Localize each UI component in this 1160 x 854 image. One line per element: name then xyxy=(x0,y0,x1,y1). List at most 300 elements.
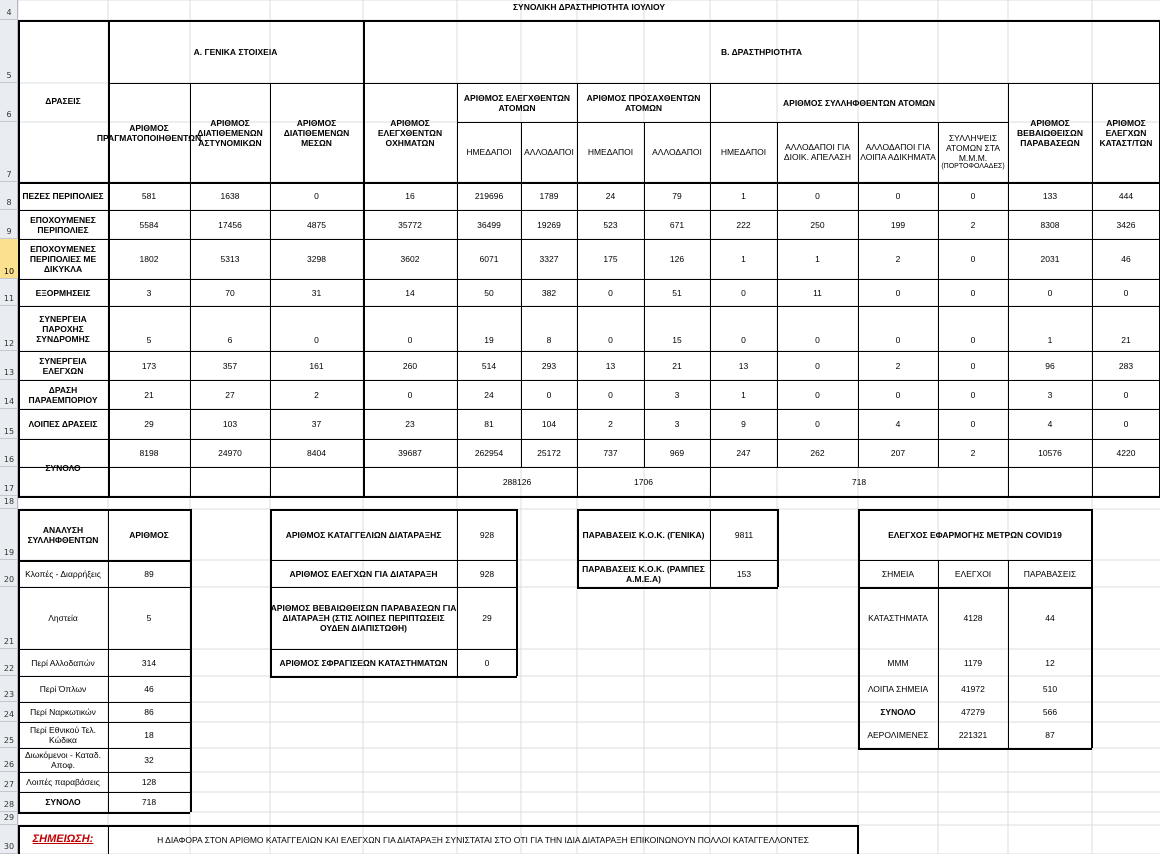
sum-checked: 288126 xyxy=(502,476,532,487)
subheader-foreign_deport: ΑΛΛΟΔΑΠΟΙ ΓΙΑ ΔΙΟΙΚ. ΑΠΕΛΑΣΗ xyxy=(783,142,852,162)
cell-border xyxy=(270,587,517,588)
data-cell: 0 xyxy=(815,191,820,201)
data-cell: 0 xyxy=(407,335,413,345)
data-cell: 4875 xyxy=(307,219,326,230)
data-cell: 3 xyxy=(146,287,152,298)
data-cell: 4 xyxy=(895,419,901,429)
cell-border xyxy=(270,83,271,496)
covid-label: ΜΜΜ xyxy=(887,657,909,668)
data-cell: 1 xyxy=(741,254,746,264)
row-number[interactable]: 28 xyxy=(3,800,15,809)
data-cell: 260 xyxy=(402,360,418,371)
cell-border xyxy=(1008,587,1009,748)
disturbance-value: 928 xyxy=(479,529,495,540)
row-number[interactable]: 6 xyxy=(6,110,12,119)
disturbance-label: ΑΡΙΘΜΟΣ ΕΛΕΓΧΩΝ ΓΙΑ ΔΙΑΤΑΡΑΞΗ xyxy=(289,568,438,579)
data-cell: 8 xyxy=(546,335,552,345)
data-cell: 14 xyxy=(405,287,415,298)
cell-border xyxy=(190,509,192,812)
data-cell: 0 xyxy=(970,191,976,201)
total-cell: 4220 xyxy=(1116,448,1136,458)
data-cell: 24 xyxy=(484,389,494,400)
data-cell: 0 xyxy=(314,191,319,201)
total-cell: 262 xyxy=(810,448,825,458)
data-cell: 0 xyxy=(815,360,820,371)
header-shops: ΑΡΙΘΜΟΣ ΕΛΕΓΧΩΝ ΚΑΤΑΣΤ/ΤΩΝ xyxy=(1099,117,1153,148)
row-number[interactable]: 22 xyxy=(3,664,15,673)
data-cell: 581 xyxy=(141,191,157,201)
data-cell: 13 xyxy=(738,360,749,371)
data-cell: 70 xyxy=(225,287,235,298)
row-number[interactable]: 17 xyxy=(3,484,15,493)
data-cell: 96 xyxy=(1045,360,1055,371)
data-cell: 0 xyxy=(970,389,976,400)
data-cell: 133 xyxy=(1042,191,1058,201)
covid-violations: 87 xyxy=(1045,730,1055,740)
data-cell: 0 xyxy=(895,389,901,400)
cell-border xyxy=(1008,560,1009,587)
cell-border xyxy=(18,812,190,814)
cell-border xyxy=(18,825,20,854)
disturbance-label: ΑΡΙΘΜΟΣ ΣΦΡΑΓΙΣΕΩΝ ΚΑΤΑΣΤΗΜΑΤΩΝ xyxy=(279,657,448,668)
data-cell: 0 xyxy=(1047,287,1053,298)
covid-h-points: ΣΗΜΕΙΑ xyxy=(881,568,915,579)
covid-checks: 4128 xyxy=(963,613,983,623)
cell-border xyxy=(18,20,20,496)
cell-border xyxy=(577,587,778,589)
arrests-value: 86 xyxy=(144,707,154,717)
data-cell: 35772 xyxy=(398,219,422,230)
data-cell: 219696 xyxy=(474,191,504,201)
row-number[interactable]: 7 xyxy=(6,170,12,179)
cell-border xyxy=(858,560,1092,561)
row-number[interactable]: 21 xyxy=(3,637,15,646)
data-cell: 4 xyxy=(1047,419,1053,429)
cell-border xyxy=(108,83,1160,84)
row-label: ΠΕΖΕΣ ΠΕΡΙΠΟΛΙΕΣ xyxy=(22,191,104,201)
cell-border xyxy=(108,825,109,854)
cell-border xyxy=(516,509,518,676)
kok-value: 153 xyxy=(736,568,752,579)
data-cell: 103 xyxy=(222,419,238,429)
data-cell: 79 xyxy=(672,191,682,201)
data-cell: 382 xyxy=(541,287,557,298)
data-cell: 0 xyxy=(895,335,901,345)
row-label: ΕΠΟΧΟΥΜΕΝΕΣ ΠΕΡΙΠΟΛΙΕΣ ΜΕ ΔΙΚΥΚΛΑ xyxy=(29,244,97,274)
data-cell: 0 xyxy=(314,335,319,345)
kok-label: ΠΑΡΑΒΑΣΕΙΣ Κ.Ο.Κ. (ΓΕΝΙΚΑ) xyxy=(582,529,705,540)
sum-arrested: 718 xyxy=(851,476,867,487)
data-cell: 21 xyxy=(144,389,154,400)
subheader-foreign: ΑΛΛΟΔΑΠΟΙ xyxy=(524,147,574,157)
covid-h-checks: ΕΛΕΓΧΟΙ xyxy=(954,568,992,579)
arrests-header-label: ΑΝΑΛΥΣΗ ΣΥΛΛΗΦΘΕΝΤΩΝ xyxy=(27,524,99,545)
data-cell: 0 xyxy=(970,254,976,264)
data-cell: 51 xyxy=(672,287,682,298)
data-cell: 0 xyxy=(546,389,552,400)
cell-border xyxy=(857,825,859,854)
cell-border xyxy=(108,20,110,496)
row-label: ΣΥΝΕΡΓΕΙΑ ΠΑΡΟΧΗΣ ΣΥΝΔΡΟΜΗΣ xyxy=(36,313,90,344)
disturbance-label: ΑΡΙΘΜΟΣ ΚΑΤΑΓΓΕΛΙΩΝ ΔΙΑΤΑΡΑΞΗΣ xyxy=(285,529,442,540)
subheader-foreign_other: ΑΛΛΟΔΑΠΟΙ ΓΙΑ ΛΟΙΠΑ ΑΔΙΚΗΜΑΤΑ xyxy=(860,142,936,162)
covid-violations: 12 xyxy=(1045,657,1055,668)
cell-border xyxy=(577,509,579,587)
data-cell: 514 xyxy=(481,360,497,371)
arrests-value: 5 xyxy=(146,613,152,623)
covid-label: ΛΟΙΠΑ ΣΗΜΕΙΑ xyxy=(867,684,929,694)
data-cell: 0 xyxy=(815,389,820,400)
row-number[interactable]: 30 xyxy=(3,842,15,851)
data-cell: 21 xyxy=(672,360,682,371)
data-cell: 283 xyxy=(1118,360,1134,371)
covid-checks: 47279 xyxy=(961,707,985,717)
row-label: ΔΡΑΣΗ ΠΑΡΑΕΜΠΟΡΙΟΥ xyxy=(28,384,98,405)
data-cell: 0 xyxy=(815,419,820,429)
cell-border xyxy=(858,748,1092,750)
data-cell: 0 xyxy=(741,335,746,345)
arrests-header-count: ΑΡΙΘΜΟΣ xyxy=(129,529,169,540)
data-cell: 0 xyxy=(970,287,976,298)
data-cell: 0 xyxy=(970,360,976,371)
cell-border xyxy=(18,649,190,650)
header-checked: ΑΡΙΘΜΟΣ ΕΛΕΓΧΘΕΝΤΩΝ ΑΤΟΜΩΝ xyxy=(463,92,571,113)
covid-label: ΣΥΝΟΛΟ xyxy=(880,707,916,717)
covid-checks: 1179 xyxy=(963,657,983,668)
header-brought: ΑΡΙΘΜΟΣ ΠΡΟΣΑΧΘΕΝΤΩΝ ΑΤΟΜΩΝ xyxy=(586,92,701,113)
cell-border xyxy=(1091,509,1093,748)
row-number[interactable]: 12 xyxy=(3,339,15,348)
data-cell: 104 xyxy=(541,419,557,429)
total-cell: 8404 xyxy=(307,448,326,458)
row-header xyxy=(0,0,18,854)
data-cell: 250 xyxy=(810,219,825,230)
cell-border xyxy=(521,122,522,467)
data-cell: 81 xyxy=(484,419,494,429)
row-number[interactable]: 14 xyxy=(3,397,15,406)
cell-border xyxy=(270,509,272,676)
cell-border xyxy=(18,496,1160,498)
data-cell: 3426 xyxy=(1116,219,1136,230)
row-number[interactable]: 9 xyxy=(6,227,12,236)
cell-border xyxy=(190,83,191,496)
arrests-label: Διωκόμενοι - Καταδ. Αποφ. xyxy=(25,750,101,770)
row-number[interactable]: 20 xyxy=(3,575,15,584)
data-cell: 5313 xyxy=(220,254,240,264)
cell-border xyxy=(938,587,939,748)
header-vehicles: ΑΡΙΘΜΟΣ ΕΛΕΓΧΘΕΝΤΩΝ ΟΧΗΜΑΤΩΝ xyxy=(377,117,443,148)
arrests-label: Περί Εθνικού Τελ. Κώδικα xyxy=(30,725,96,745)
data-cell: 0 xyxy=(1123,389,1129,400)
cell-border xyxy=(777,122,778,467)
data-cell: 2 xyxy=(970,219,976,230)
arrests-value: 89 xyxy=(144,568,154,579)
arrests-label: Κλοπές - Διαρρήξεις xyxy=(25,568,101,579)
data-cell: 29 xyxy=(144,419,154,429)
cell-border xyxy=(270,676,517,678)
cell-border xyxy=(1008,83,1009,496)
data-cell: 0 xyxy=(608,287,613,298)
arrests-label: Περί Ναρκωτικών xyxy=(30,707,96,717)
covid-label: ΑΕΡΟΛΙΜΕΝΕΣ xyxy=(867,730,929,740)
total-cell: 8198 xyxy=(139,448,159,458)
cell-border xyxy=(18,676,190,677)
data-cell: 23 xyxy=(405,419,415,429)
row-number[interactable]: 10 xyxy=(0,239,18,279)
data-cell: 671 xyxy=(669,219,685,230)
data-cell: 0 xyxy=(815,335,820,345)
kok-value: 9811 xyxy=(734,529,754,540)
header-officers: ΑΡΙΘΜΟΣ ΔΙΑΤΙΘΕΜΕΝΩΝ ΑΣΤΥΝΟΜΙΚΩΝ xyxy=(197,117,263,148)
total-cell: 969 xyxy=(669,448,685,458)
covid-title: ΕΛΕΓΧΟΣ ΕΦΑΡΜΟΓΗΣ ΜΕΤΡΩΝ COVID19 xyxy=(888,529,1062,540)
data-cell: 2031 xyxy=(1040,254,1060,264)
data-cell: 3298 xyxy=(307,254,326,264)
data-cell: 36499 xyxy=(477,219,501,230)
row-number[interactable]: 27 xyxy=(3,780,15,789)
row-number[interactable]: 18 xyxy=(3,497,15,506)
cell-border xyxy=(18,792,190,793)
data-cell: 199 xyxy=(890,219,906,230)
disturbance-value: 928 xyxy=(479,568,495,579)
header-violations: ΑΡΙΘΜΟΣ ΒΕΒΑΙΩΘΕΙΣΩΝ ΠΑΡΑΒΑΣΕΩΝ xyxy=(1017,117,1083,148)
subheader-mmm xyxy=(938,122,1008,182)
header-arrested: ΑΡΙΘΜΟΣ ΣΥΛΛΗΦΘΕΝΤΩΝ ΑΤΟΜΩΝ xyxy=(783,97,935,108)
arrests-total: 718 xyxy=(141,797,157,807)
row-number[interactable]: 15 xyxy=(3,427,15,436)
data-cell: 161 xyxy=(309,360,324,371)
covid-h-violations: ΠΑΡΑΒΑΣΕΙΣ xyxy=(1023,568,1077,579)
covid-violations: 566 xyxy=(1042,707,1058,717)
data-cell: 17456 xyxy=(218,219,242,230)
data-cell: 3327 xyxy=(539,254,559,264)
total-cell: 25172 xyxy=(537,448,561,458)
data-cell: 1789 xyxy=(539,191,559,201)
header-means: ΑΡΙΘΜΟΣ ΔΙΑΤΙΘΕΜΕΝΩΝ ΜΕΣΩΝ xyxy=(283,117,350,148)
data-cell: 0 xyxy=(895,287,901,298)
cell-border xyxy=(18,509,20,812)
data-cell: 3 xyxy=(1047,389,1053,400)
total-cell: 24970 xyxy=(218,448,242,458)
data-cell: 0 xyxy=(608,389,613,400)
header-performed: ΑΡΙΘΜΟΣ ΠΡΑΓΜΑΤΟΠΟΙΗΘΕΝΤΩΝ xyxy=(96,122,202,143)
data-cell: 0 xyxy=(407,389,413,400)
subheader-domestic: ΗΜΕΔΑΠΟΙ xyxy=(587,147,634,157)
cell-border xyxy=(858,122,859,467)
cell-border xyxy=(270,560,517,561)
covid-violations: 44 xyxy=(1045,613,1055,623)
row-number[interactable]: 8 xyxy=(6,198,12,207)
cell-border xyxy=(577,560,778,561)
data-cell: 19 xyxy=(484,335,494,345)
sheet-title: ΣΥΝΟΛΙΚΗ ΔΡΑΣΤΗΡΙΟΤΗΤΑ ΙΟΥΛΙΟΥ xyxy=(512,2,666,12)
cell-border xyxy=(577,83,578,496)
cell-border xyxy=(108,509,109,812)
arrests-value: 18 xyxy=(144,730,154,740)
cell-border xyxy=(18,587,190,588)
data-cell: 37 xyxy=(311,419,322,429)
row-label: ΕΞΟΡΜΗΣΕΙΣ xyxy=(35,287,91,298)
data-cell: 0 xyxy=(608,335,613,345)
row-number[interactable]: 23 xyxy=(3,690,15,699)
subheader-domestic: ΗΜΕΔΑΠΟΙ xyxy=(720,147,767,157)
data-cell: 0 xyxy=(741,287,746,298)
header-general: Α. ΓΕΝΙΚΑ ΣΤΟΙΧΕΙΑ xyxy=(193,46,278,57)
cell-border xyxy=(858,509,1092,511)
data-cell: 2 xyxy=(608,419,613,429)
cell-border xyxy=(644,122,645,467)
data-cell: 5584 xyxy=(139,219,159,230)
data-cell: 2 xyxy=(314,389,319,400)
row-number[interactable]: 11 xyxy=(3,294,15,303)
cell-border xyxy=(710,83,711,496)
data-cell: 3602 xyxy=(400,254,420,264)
cell-border xyxy=(1092,83,1093,496)
row-label: ΛΟΙΠΕΣ ΔΡΑΣΕΙΣ xyxy=(28,419,98,429)
total-cell: 207 xyxy=(890,448,906,458)
cell-border xyxy=(938,122,939,467)
total-cell: 39687 xyxy=(398,448,422,458)
data-cell: 21 xyxy=(1121,335,1131,345)
data-cell: 222 xyxy=(736,219,751,230)
data-cell: 293 xyxy=(541,360,557,371)
arrests-value: 314 xyxy=(141,657,157,668)
data-cell: 126 xyxy=(669,254,685,264)
arrests-label: Περί Αλλοδαπών xyxy=(31,657,95,668)
cell-border xyxy=(18,560,190,562)
data-cell: 0 xyxy=(1123,287,1129,298)
row-number[interactable]: 24 xyxy=(3,710,15,719)
data-cell: 50 xyxy=(484,287,494,298)
data-cell: 27 xyxy=(225,389,235,400)
data-cell: 1 xyxy=(741,389,746,400)
row-number[interactable]: 25 xyxy=(3,736,15,745)
cell-border xyxy=(858,509,860,748)
header-activity: Β. ΔΡΑΣΤΗΡΙΟΤΗΤΑ xyxy=(721,46,802,57)
cell-border xyxy=(938,560,939,587)
subheader-domestic: ΗΜΕΔΑΠΟΙ xyxy=(466,147,512,157)
sum-brought: 1706 xyxy=(634,476,653,487)
cell-border xyxy=(270,509,517,511)
subheader-foreign: ΑΛΛΟΔΑΠΟΙ xyxy=(652,147,702,157)
cell-border xyxy=(577,509,778,511)
cell-border xyxy=(18,772,190,773)
note-label: ΣΗΜΕΙΩΣΗ: xyxy=(32,833,94,845)
data-cell: 1 xyxy=(1047,335,1053,345)
data-cell: 175 xyxy=(603,254,618,264)
note-text: Η ΔΙΑΦΟΡΑ ΣΤΟΝ ΑΡΙΘΜΟ ΚΑΤΑΓΓΕΛΙΩΝ ΚΑΙ ΕΛΕΓΧΩΝ ΓΙΑ ΔΙΑΤΑΡΑΞΗ ΣΥΝΙΣΤΑΤΑΙ ΣΤΟ ΟΤΙ ΓΙΑ ΤΗΝ ΙΔΙΑ ΔΙΑΤΑΡΑΞΗ ΕΠΙΚΟΙΝΩΝΟΥΝ ΠΟΛΛΟΙ ΚΑΤΑΓΓΕΛΛΟΝΤΕΣ xyxy=(157,834,809,845)
total-cell: 262954 xyxy=(474,448,504,458)
arrests-label: Λοιπές παραβάσεις xyxy=(26,777,100,787)
data-cell: 24 xyxy=(605,191,616,201)
mmm-sublabel: (ΠΟΡΤΟΦΟΛΑΔΕΣ) xyxy=(941,163,1005,170)
total-cell: 2 xyxy=(970,448,976,458)
arrests-label: Περί Όπλων xyxy=(39,684,87,694)
header-actions: ΔΡΑΣΕΙΣ xyxy=(45,96,81,106)
cell-border xyxy=(18,702,190,703)
cell-border xyxy=(457,83,458,496)
row-number[interactable]: 29 xyxy=(3,813,15,822)
row-label: ΣΥΝΕΡΓΕΙΑ ΕΛΕΓΧΩΝ xyxy=(39,355,87,376)
cell-border xyxy=(270,649,517,650)
data-cell: 2 xyxy=(895,360,901,371)
cell-border xyxy=(18,748,190,749)
data-cell: 444 xyxy=(1118,191,1134,201)
cell-border xyxy=(457,122,1008,123)
data-cell: 5 xyxy=(146,335,152,345)
data-cell: 1802 xyxy=(139,254,159,264)
data-cell: 1638 xyxy=(220,191,240,201)
arrests-value: 46 xyxy=(144,684,154,694)
total-cell: 737 xyxy=(603,448,618,458)
arrests-label: Ληστεία xyxy=(48,613,78,623)
covid-checks: 221321 xyxy=(958,730,988,740)
total-cell: 10576 xyxy=(1038,448,1062,458)
data-cell: 16 xyxy=(405,191,415,201)
data-cell: 6 xyxy=(227,335,233,345)
cell-border xyxy=(777,509,779,587)
row-number[interactable]: 16 xyxy=(3,455,15,464)
total-label: ΣΥΝΟΛΟ xyxy=(45,462,81,473)
kok-label: ΠΑΡΑΒΑΣΕΙΣ Κ.Ο.Κ. (ΡΑΜΠΕΣ Α.Μ.Ε.Α) xyxy=(582,563,705,584)
data-cell: 1 xyxy=(815,254,820,264)
data-cell: 523 xyxy=(603,219,618,230)
disturbance-value: 0 xyxy=(484,657,490,668)
row-number[interactable]: 13 xyxy=(3,368,15,377)
arrests-value: 128 xyxy=(141,777,157,787)
row-number[interactable]: 26 xyxy=(3,760,15,769)
data-cell: 0 xyxy=(970,419,976,429)
data-cell: 6071 xyxy=(479,254,499,264)
cell-border xyxy=(710,509,711,587)
data-cell: 3 xyxy=(674,419,680,429)
data-cell: 13 xyxy=(605,360,616,371)
data-cell: 31 xyxy=(311,287,322,298)
data-cell: 15 xyxy=(672,335,682,345)
row-label: ΕΠΟΧΟΥΜΕΝΕΣ ΠΕΡΙΠΟΛΙΕΣ xyxy=(30,214,96,235)
cell-border xyxy=(18,722,190,723)
cell-border xyxy=(363,20,365,496)
data-cell: 46 xyxy=(1121,254,1131,264)
arrests-value: 32 xyxy=(144,755,154,765)
cell-border xyxy=(858,587,1092,589)
cell-border xyxy=(18,825,858,827)
data-cell: 173 xyxy=(141,360,157,371)
total-cell: 247 xyxy=(736,448,751,458)
row-number[interactable]: 5 xyxy=(6,71,12,80)
data-cell: 1 xyxy=(741,191,746,201)
data-cell: 19269 xyxy=(537,219,561,230)
covid-violations: 510 xyxy=(1042,684,1058,694)
cell-border xyxy=(18,509,190,511)
arrests-total-label: ΣΥΝΟΛΟ xyxy=(45,797,81,807)
disturbance-value: 29 xyxy=(482,613,492,623)
data-cell: 0 xyxy=(1123,419,1129,429)
data-cell: 8308 xyxy=(1040,219,1060,230)
covid-label: ΚΑΤΑΣΤΗΜΑΤΑ xyxy=(868,613,928,623)
data-cell: 9 xyxy=(741,419,746,429)
row-number[interactable]: 19 xyxy=(3,548,15,557)
data-cell: 3 xyxy=(674,389,680,400)
data-cell: 2 xyxy=(895,254,901,264)
data-cell: 11 xyxy=(813,287,822,298)
row-number[interactable]: 4 xyxy=(6,8,12,17)
mmm-label: ΣΥΛΛΗΨΕΙΣ ΑΤΟΜΩΝ ΣΤΑ Μ.Μ.Μ. xyxy=(945,133,1001,163)
data-cell: 0 xyxy=(895,191,901,201)
covid-checks: 41972 xyxy=(961,684,985,694)
disturbance-label: ΑΡΙΘΜΟΣ ΒΕΒΑΙΩΘΕΙΣΩΝ ΠΑΡΑΒΑΣΕΩΝ ΓΙΑ ΔΙΑΤΑΡΑΞΗ (ΣΤΙΣ ΛΟΙΠΕΣ ΠΕΡΙΠΤΩΣΕΙΣ ΟΥΔΕΝ ΔΙΑΠΙΣΤΩΘΗ) xyxy=(270,603,457,633)
data-cell: 0 xyxy=(970,335,976,345)
